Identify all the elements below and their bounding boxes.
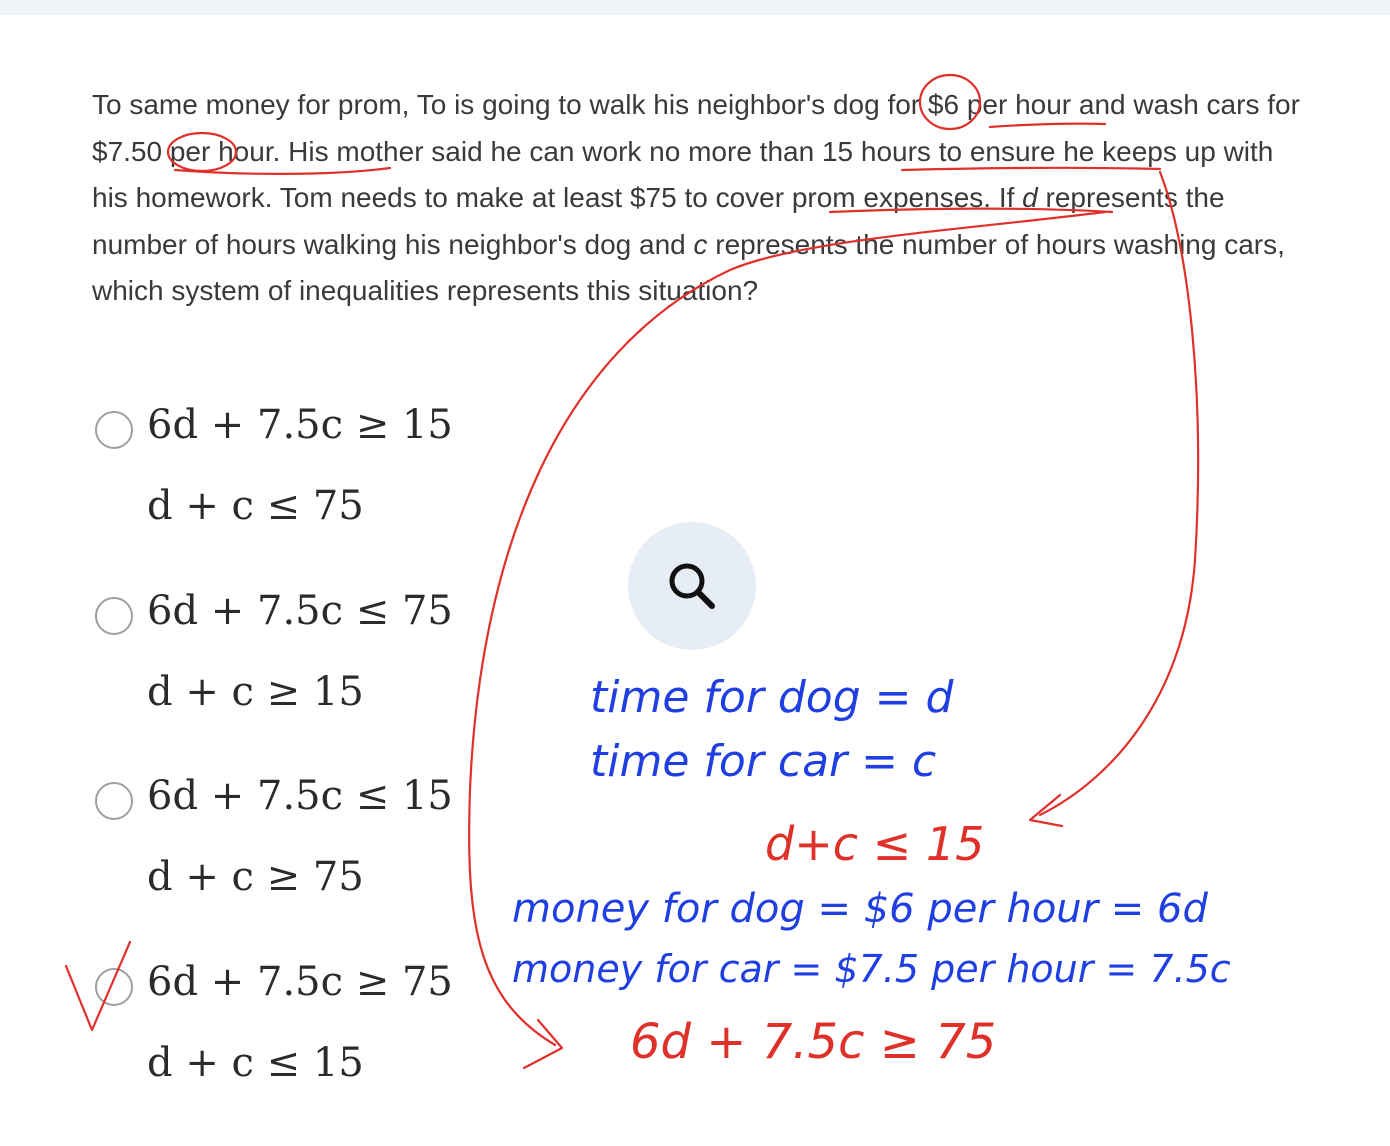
note-line-4: money for dog = $6 per hour = 6d — [512, 886, 1208, 932]
radio-button-2[interactable] — [95, 597, 133, 635]
question-text — [92, 82, 1312, 315]
option-1-inequality-2: d + c ≤ 75 — [147, 483, 364, 529]
option-1-inequality-1: 6d + 7.5c ≥ 15 — [147, 402, 453, 448]
arrowhead-15 — [1030, 795, 1062, 826]
option-3-inequality-1: 6d + 7.5c ≤ 15 — [147, 773, 453, 819]
arrow-from-75 — [469, 212, 1105, 1045]
note-line-1: time for dog = d — [590, 672, 954, 723]
option-3-inequality-2: d + c ≥ 75 — [147, 854, 364, 900]
magnifier-icon — [662, 556, 722, 616]
handwritten-notes — [512, 672, 1231, 1070]
note-line-2: time for car = c — [590, 736, 937, 787]
radio-button-3[interactable] — [95, 782, 133, 820]
question-part-3: represents the number of hours washing cars, which system of inequalities represents this situation? — [92, 228, 1285, 306]
answer-option-3[interactable] — [95, 773, 515, 923]
answer-option-4[interactable] — [95, 959, 515, 1109]
variable-c: c — [693, 228, 708, 260]
top-bar — [0, 0, 1390, 15]
option-4-inequality-2: d + c ≤ 15 — [147, 1040, 364, 1086]
variable-d: d — [1022, 182, 1038, 213]
option-2-inequality-2: d + c ≥ 15 — [147, 669, 364, 715]
question-part-1: To same money for prom, To is going to walk his neighbor's dog for $6 per hour and wash cars for $7.50 per hour. His mother said he can work no more than 15 hours to ensure he keeps up with his homework. Tom needs to make at least $75 to cover prom expenses. If — [92, 89, 1300, 213]
question-part-2: represents the number of hours walking his neighbor's dog and — [92, 182, 1225, 260]
note-line-3: d+c ≤ 15 — [765, 817, 985, 871]
radio-button-4[interactable] — [95, 968, 133, 1006]
note-line-5: money for car = $7.5 per hour = 7.5c — [512, 947, 1231, 991]
radio-button-1[interactable] — [95, 411, 133, 449]
option-2-inequality-1: 6d + 7.5c ≤ 75 — [147, 588, 453, 634]
answer-option-1[interactable] — [95, 402, 515, 552]
zoom-search-button[interactable] — [628, 522, 756, 650]
arrowhead-75 — [524, 1020, 562, 1068]
option-4-inequality-1: 6d + 7.5c ≥ 75 — [147, 959, 453, 1005]
answer-option-2[interactable] — [95, 588, 515, 738]
note-line-6: 6d + 7.5c ≥ 75 — [630, 1014, 997, 1070]
